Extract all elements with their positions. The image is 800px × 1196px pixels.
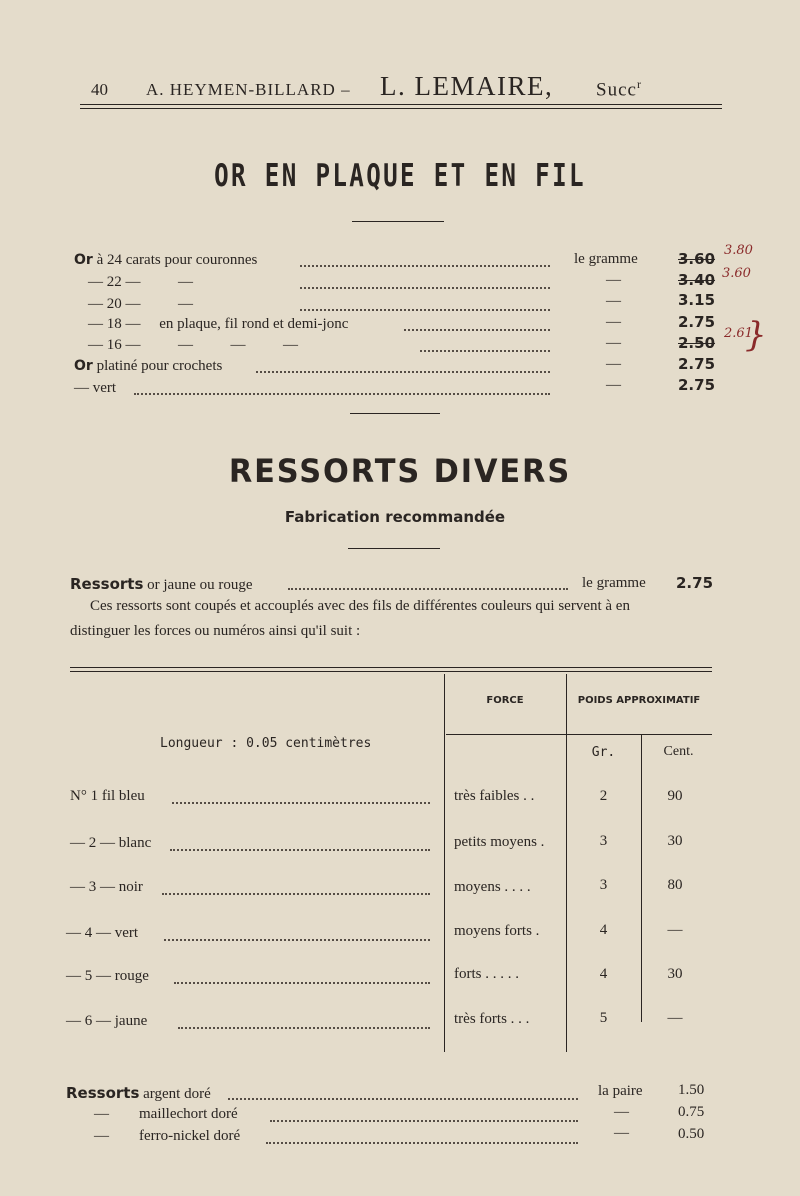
- row-cent: —: [667, 1010, 683, 1026]
- row-label: [88, 274, 193, 291]
- leader-dots: [420, 350, 550, 352]
- row-unit: le gramme: [574, 251, 638, 267]
- row-price: 3.40: [678, 271, 716, 289]
- leader-dots: [300, 287, 550, 289]
- leader-dots: [178, 1027, 430, 1029]
- row-text: — 16 — — — —: [88, 337, 298, 353]
- intro-bold: Ressorts: [70, 575, 144, 593]
- leader-dots: [300, 309, 550, 311]
- leader-dots: [162, 893, 430, 895]
- row-label: — 6 — jaune: [66, 1013, 148, 1029]
- row-force: forts . . . . .: [454, 966, 519, 982]
- row-text: platiné pour crochets: [92, 358, 223, 374]
- row-unit: —: [606, 356, 621, 372]
- row-price: 2.50: [678, 334, 716, 352]
- row-text: à 24 carats pour couronnes: [92, 252, 258, 268]
- leader-dots: [170, 849, 430, 851]
- row-unit: —: [606, 377, 621, 393]
- row-unit: —: [614, 1125, 629, 1141]
- intro-text: or jaune ou rouge: [143, 577, 253, 593]
- row-label: [88, 316, 348, 333]
- table-col-divider-2: [566, 674, 567, 1052]
- row-label: — 5 — rouge: [66, 968, 149, 984]
- leader-dots: [288, 588, 568, 590]
- header-length: Longueur : 0.05 centimètres: [160, 736, 372, 751]
- table-rule-top: [70, 667, 712, 668]
- row-force: moyens . . . .: [454, 879, 531, 895]
- firm-name: A. HEYMEN-BILLARD –: [146, 80, 351, 99]
- row-label: [94, 1128, 240, 1145]
- row-cent: 80: [667, 877, 683, 893]
- table-header-rule: [446, 734, 712, 735]
- row-force: petits moyens .: [454, 834, 545, 850]
- row-label: N° 1 fil bleu: [70, 788, 145, 804]
- row-bold: Or: [74, 358, 93, 374]
- header-cent: Cent.: [663, 744, 694, 759]
- row-label: — 2 — blanc: [70, 835, 152, 851]
- row-price: 2.75: [678, 313, 716, 331]
- section-title-ressorts: RESSORTS DIVERS: [228, 452, 572, 490]
- row-unit: —: [606, 272, 621, 288]
- section-title-or: OR EN PLAQUE ET EN FIL: [214, 158, 586, 194]
- row-unit: —: [606, 314, 621, 330]
- row-cent: 90: [667, 788, 683, 804]
- table-rule-top-2: [70, 671, 712, 672]
- leader-dots: [266, 1142, 578, 1144]
- row-text: — 20 — —: [88, 296, 193, 312]
- handwritten-bracket: }: [745, 315, 767, 355]
- leader-dots: [256, 371, 550, 373]
- row-text: — vert: [74, 380, 117, 396]
- row-text: — 18 — en plaque, fil rond et demi-jonc: [88, 316, 349, 332]
- row-label: [94, 1106, 238, 1123]
- succ-superscript: r: [636, 77, 642, 91]
- row-gr: 2: [599, 788, 608, 804]
- header-poids: POIDS APPROXIMATIF: [577, 695, 701, 706]
- header-force: FORCE: [486, 695, 524, 706]
- row-price: 3.15: [678, 291, 716, 309]
- section-divider: [350, 413, 440, 414]
- row-price: 2.75: [678, 355, 716, 373]
- row-force: très forts . . .: [454, 1011, 530, 1027]
- row-bold: Or: [74, 252, 93, 268]
- row-cent: 30: [667, 833, 683, 849]
- row-text: argent doré: [139, 1086, 211, 1102]
- row-cent: 30: [667, 966, 683, 982]
- row-label: [74, 358, 222, 375]
- intro-unit: le gramme: [582, 575, 646, 591]
- section-subtitle: Fabrication recommandée: [284, 508, 506, 526]
- leader-dots: [228, 1098, 578, 1100]
- row-label: [88, 296, 193, 313]
- leader-dots: [164, 939, 430, 941]
- leader-dots: [174, 982, 430, 984]
- row-gr: 3: [599, 833, 608, 849]
- paragraph-line-2: distinguer les forces ou numéros ainsi qu'il suit :: [70, 623, 361, 639]
- row-text: — 22 — —: [88, 274, 193, 290]
- row-price: 0.75: [678, 1104, 705, 1120]
- row-unit: —: [606, 293, 621, 309]
- row-gr: 3: [599, 877, 608, 893]
- handwritten-correction: 3.60: [722, 266, 751, 281]
- leader-dots: [300, 265, 550, 267]
- row-cent: —: [667, 922, 683, 938]
- row-force: très faibles . .: [454, 788, 535, 804]
- row-unit: la paire: [598, 1083, 643, 1099]
- intro-label: [70, 575, 253, 594]
- paragraph-line-1: Ces ressorts sont coupés et accouplés avec des fils de différentes couleurs qui servent à en: [90, 598, 630, 614]
- header-gr: Gr.: [591, 745, 616, 760]
- leader-dots: [270, 1120, 578, 1122]
- row-price: 2.75: [678, 376, 716, 394]
- page-number: 40: [91, 80, 108, 99]
- row-label: [88, 337, 298, 354]
- leader-dots: [404, 329, 550, 331]
- row-label: — 3 — noir: [70, 879, 143, 895]
- leader-dots: [172, 802, 430, 804]
- header-rule-bottom: [80, 108, 722, 109]
- table-col-divider-1: [444, 674, 445, 1052]
- row-unit: —: [614, 1104, 629, 1120]
- row-text: — ferro-nickel doré: [94, 1128, 241, 1144]
- row-gr: 4: [599, 966, 608, 982]
- row-price: 0.50: [678, 1126, 705, 1142]
- row-price: 3.60: [678, 250, 716, 268]
- leader-dots: [134, 393, 550, 395]
- section1-short-rule: [352, 221, 444, 222]
- succ-label: [596, 77, 642, 101]
- row-label: [74, 252, 257, 269]
- handwritten-correction: 2.61: [724, 326, 753, 341]
- row-label: — 4 — vert: [66, 925, 139, 941]
- handwritten-correction: 3.80: [724, 243, 753, 258]
- row-text: — maillechort doré: [94, 1106, 238, 1122]
- section2-short-rule: [348, 548, 440, 549]
- intro-price: 2.75: [676, 574, 714, 592]
- row-bold: Ressorts: [66, 1084, 140, 1102]
- row-label: [66, 1084, 211, 1103]
- header-rule-top: [80, 104, 722, 105]
- row-gr: 4: [599, 922, 608, 938]
- row-force: moyens forts .: [454, 923, 540, 939]
- succ-text: Succ: [596, 79, 637, 101]
- row-label: [74, 380, 116, 397]
- row-price: 1.50: [678, 1082, 705, 1098]
- row-unit: —: [606, 335, 621, 351]
- row-gr: 5: [599, 1010, 608, 1026]
- successor-name: L. LEMAIRE,: [380, 71, 554, 101]
